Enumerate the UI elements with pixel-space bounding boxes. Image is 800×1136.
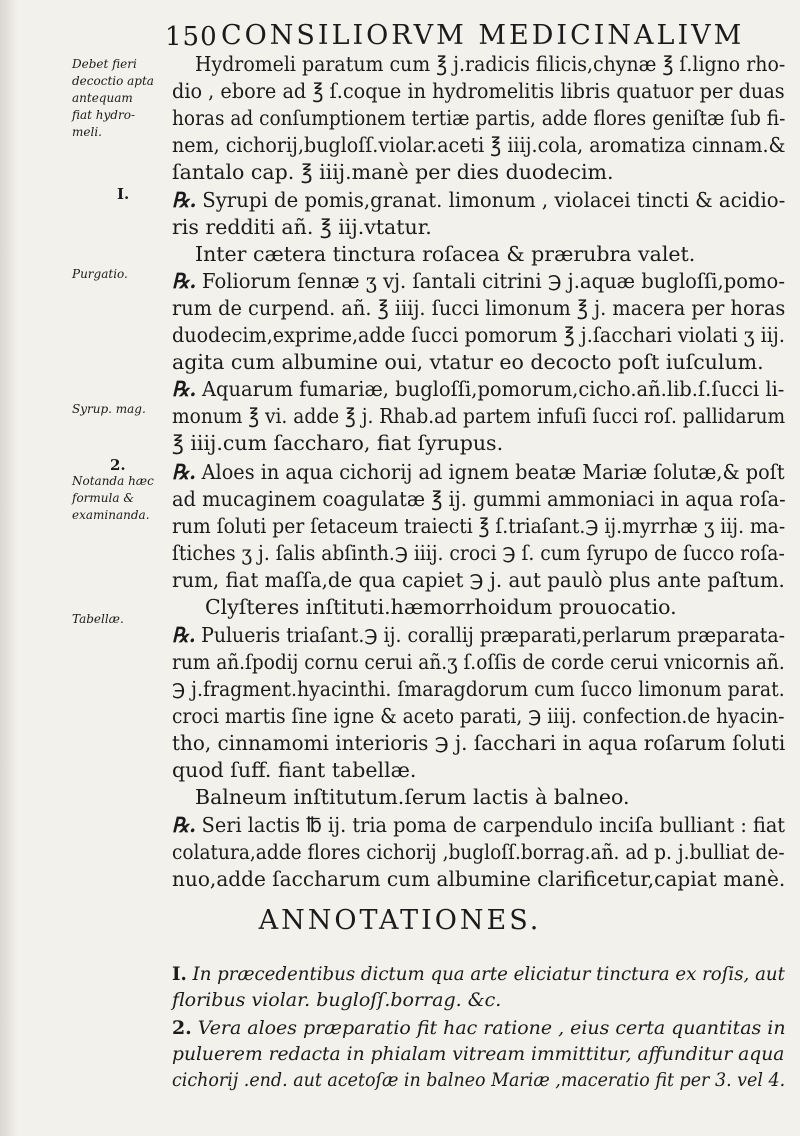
body-line-text: nem, cichorij,bugloſſ.violar.aceti ℥ iiij.cola, aromatiza cinnam.& [172,133,786,157]
body-line-text: rum, fiat maſſa,de qua capiet ℈ j. aut paulò plus ante paſtum. [172,568,785,592]
body-line [172,840,785,864]
annotation-text: cichorij .end. aut acetoſæ in balneo Mariæ ,maceratio fit per 3. vel 4. [172,1069,786,1091]
body-line [172,867,785,891]
body-line-text: ſantalo cap. ℥ iiij.manè per dies duodecim. [172,160,614,184]
margin-note: Syrup. mag. [72,402,146,416]
annotation-text: puluerem redacta in phialam vitream immittitur, affunditur aqua [172,1043,785,1065]
body-line-text: rum añ.ſpodij cornu cerui añ.ʒ ſ.oſſis de corde cerui vnicornis añ. [172,650,785,674]
body-line [172,514,785,538]
body-line-text: ℥ iiij.cum ſaccharo, fiat ſyrupus. [172,431,504,455]
body-line [172,323,785,347]
margin-note: meli. [72,125,102,139]
body-line [172,79,785,103]
margin-note: antequam [72,91,133,105]
annotation-text: In præcedentibus dictum qua arte eliciatur tinctura ex roſis, aut [192,963,785,985]
body-line [172,650,785,674]
page-number: 150 [165,22,218,52]
body-line [172,487,786,511]
body-line-text: Balneum inſtitutum.ſerum lactis à balneo. [195,785,630,809]
body-line-text: Foliorum ſennæ ʒ vj. ſantali citrini ℈ j.aquæ bugloſſi,pomo- [202,269,785,293]
annotations-heading: ANNOTATIONES. [258,905,542,936]
margin-note: Tabellæ. [72,612,124,626]
margin-note: Notanda hæc [72,474,154,488]
body-line [172,160,614,184]
body-line-text: ad mucaginem coagulatæ ℥ ij. gummi ammoniaci in aqua roſa- [172,487,786,511]
body-line [172,350,764,374]
body-line-text: tho, cinnamomi interioris ℈ j. ſacchari in aqua roſarum ſoluti [172,731,786,755]
annotation-line [172,1068,785,1092]
annotation-text: Vera aloes præparatio fit hac ratione , eius certa quantitas in [197,1017,786,1039]
body-line-text: Inter cætera tinctura roſacea & prærubra valet. [195,242,696,266]
body-line-text: croci martis ſine igne & aceto parati, ℈ iiij. confection.de hyacin- [172,704,785,728]
margin-note: Purgatio. [72,267,128,281]
body-line [195,242,695,266]
body-line [172,813,785,837]
annotation-line [172,962,785,986]
body-line [172,106,785,130]
annotation-marker: 2. [172,1017,192,1039]
body-line [172,215,432,239]
body-line [172,269,785,293]
margin-note: decoctio apta [72,74,154,88]
body-line [172,731,785,755]
body-line [172,677,785,701]
body-line-text: agita cum albumine oui, vtatur eo decocto poſt iuſculum. [172,350,764,374]
body-line-text: Aloes in aqua cichorij ad ignem beatæ Mariæ ſolutæ,& poſt [201,460,785,484]
body-line [195,52,785,76]
body-line [172,568,785,592]
margin-note: formula & [72,491,134,505]
recipe-sign: ℞. [172,269,197,293]
margin-note: fiat hydro- [72,108,135,122]
margin-note: examinanda. [72,508,150,522]
recipe-sign: ℞. [172,623,196,647]
recipe-sign: ℞. [172,813,196,837]
body-line [172,431,503,455]
body-line [195,785,630,809]
body-line [172,377,784,401]
recipe-sign: ℞. [172,188,197,212]
body-line-text: ſtiches ʒ j. ſalis abſinth.℈ iiij. croci ℈ ſ. cum ſyrupo de ſucco roſa- [172,541,785,565]
recipe-sign: ℞. [172,460,196,484]
body-line-text: ris redditi añ. ℥ iij.vtatur. [172,215,432,239]
body-line [172,541,785,565]
body-line [172,296,785,320]
body-line-text: Clyſteres inſtituti.hæmorrhoidum prouocatio. [205,595,677,619]
body-line-text: colatura,adde flores cichorij ,bugloſſ.borrag.añ. ad p. j.bulliat de- [172,840,785,864]
body-line-text: rum de curpend. añ. ℥ iiij. ſucci limonum ℥ j. macera per horas [172,296,786,320]
annotation-line [172,1042,784,1066]
recipe-sign: ℞. [172,377,197,401]
body-line [172,188,785,212]
annotation-marker: I. [172,963,187,985]
margin-number: I. [117,185,130,203]
body-line [172,404,785,428]
body-line [172,133,785,157]
body-line-text: Pulueris triaſant.℈ ij. corallij præparati,perlarum præparata- [201,623,786,647]
body-line-text: Seri lactis ℔ ij. tria poma de carpendulo inciſa bulliant : fiat [201,813,786,837]
body-line-text: horas ad conſumptionem tertiæ partis, adde flores geniſtæ ſub fi- [172,106,786,130]
body-line-text: Hydromeli paratum cum ℥ j.radicis filicis,chynæ ℥ ſ.ligno rho- [195,52,786,76]
body-line-text: monum ℥ vi. adde ℥ j. Rhab.ad partem infuſi ſucci roſ. pallidarum [172,404,786,428]
body-line-text: rum ſoluti per ſetaceum traiecti ℥ ſ.triaſant.℈ ij.myrrhæ ʒ iij. ma- [172,514,786,538]
margin-note: Debet fieri [72,57,137,71]
annotation-text: floribus violar. bugloſſ.borrag. &c. [172,989,502,1011]
body-line [172,460,785,484]
body-line-text: duodecim,exprime,adde ſucci pomorum ℥ j.ſacchari violati ʒ iij. [172,323,785,347]
body-line-text: quod ſuff. fiant tabellæ. [172,758,417,782]
annotation-line [172,1016,786,1040]
running-title: CONSILIORVM MEDICINALIVM [221,20,745,51]
page-gutter-shadow [0,0,18,1136]
body-line-text: Syrupi de pomis,granat. limonum , violacei tincti & acidio- [202,188,786,212]
body-line [172,623,785,647]
body-line-text: dio , ebore ad ℥ ſ.coque in hydromelitis libris quatuor per duas [172,79,785,103]
body-line [205,595,677,619]
body-line-text: Aquarum fumariæ, bugloſſi,pomorum,cicho.añ.lib.ſ.ſucci li- [201,377,785,401]
body-line-text: ℈ j.fragment.hyacinthi. ſmaragdorum cum ſucco limonum parat. [172,677,785,701]
body-line [172,704,784,728]
annotation-line [172,988,501,1012]
margin-number: 2. [110,456,126,474]
body-line-text: nuo,adde ſaccharum cum albumine clarificetur,capiat manè. [172,867,786,891]
body-line [172,758,416,782]
